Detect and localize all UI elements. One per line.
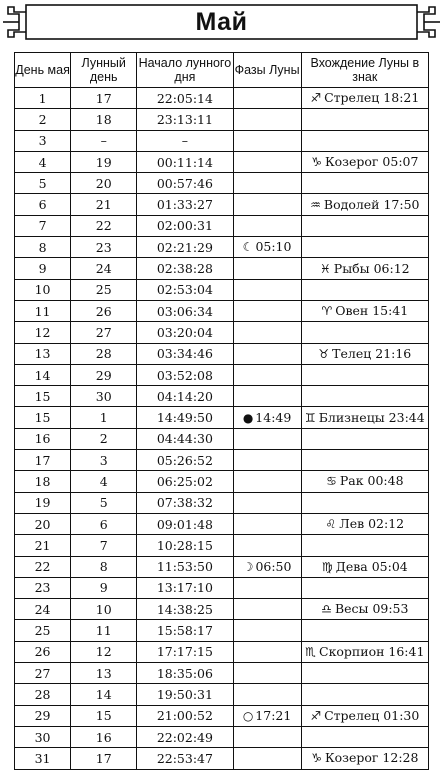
zodiac-sign-icon: ♐ — [310, 708, 322, 723]
cell-start-time: 13:17:10 — [137, 577, 233, 598]
cell-day: 26 — [15, 641, 71, 662]
sign-entry: Водолей 17:50 — [323, 196, 420, 212]
cell-day: 23 — [15, 577, 71, 598]
cell-day: 24 — [15, 599, 71, 620]
cell-lunar-day: 23 — [71, 237, 137, 258]
cell-start-time: 09:01:48 — [137, 513, 233, 534]
sign-entry: Рак 00:48 — [339, 473, 404, 489]
header-row — [15, 53, 429, 88]
cell-start-time: 10:28:15 — [137, 535, 233, 556]
cell-sign — [301, 407, 428, 428]
cell-day: 22 — [15, 556, 71, 577]
page-title: Май — [195, 8, 248, 36]
lunar-calendar-table — [14, 52, 429, 770]
cell-lunar-day: 17 — [71, 748, 137, 769]
cell-sign — [301, 215, 428, 236]
cell-sign — [301, 641, 428, 662]
cell-lunar-day: 4 — [71, 471, 137, 492]
zodiac-sign-icon: ♑ — [311, 155, 322, 170]
cell-phase — [233, 513, 301, 534]
cell-phase — [233, 535, 301, 556]
cell-sign — [301, 109, 428, 130]
cell-sign — [301, 726, 428, 747]
cell-sign — [301, 513, 428, 534]
phase-time: 14:49 — [255, 409, 292, 425]
cell-phase — [233, 109, 301, 130]
table-row — [15, 386, 429, 407]
table-row — [15, 726, 429, 747]
cell-phase — [233, 705, 301, 726]
cell-sign — [301, 663, 428, 684]
sign-entry: Весы 09:53 — [334, 601, 409, 617]
table-row — [15, 641, 429, 662]
cell-phase — [233, 556, 301, 577]
zodiac-sign-icon: ♉ — [318, 346, 330, 361]
cell-sign — [301, 194, 428, 215]
cell-lunar-day: 30 — [71, 386, 137, 407]
cell-lunar-day: 8 — [71, 556, 137, 577]
cell-lunar-day: 26 — [71, 300, 137, 321]
table-row — [15, 684, 429, 705]
table-row — [15, 599, 429, 620]
cell-start-time: 02:00:31 — [137, 215, 233, 236]
cell-lunar-day: 12 — [71, 641, 137, 662]
cell-day: 11 — [15, 300, 71, 321]
table-row — [15, 109, 429, 130]
cell-sign — [301, 237, 428, 258]
cell-start-time: 11:53:50 — [137, 556, 233, 577]
cell-sign — [301, 450, 428, 471]
zodiac-sign-icon: ♓ — [320, 261, 331, 276]
cell-lunar-day: – — [71, 130, 137, 151]
cell-sign — [301, 705, 428, 726]
table-row — [15, 364, 429, 385]
cell-phase — [233, 450, 301, 471]
cell-day: 25 — [15, 620, 71, 641]
cell-phase — [233, 620, 301, 641]
cell-lunar-day: 3 — [71, 450, 137, 471]
cell-start-time: 18:35:06 — [137, 663, 233, 684]
cell-lunar-day: 6 — [71, 513, 137, 534]
cell-phase — [233, 748, 301, 769]
cell-lunar-day: 16 — [71, 726, 137, 747]
moon-phase-icon: ☽ — [242, 559, 254, 574]
cell-day: 29 — [15, 705, 71, 726]
zodiac-sign-icon: ♎ — [321, 602, 332, 617]
cell-phase — [233, 364, 301, 385]
cell-lunar-day: 14 — [71, 684, 137, 705]
cell-day: 14 — [15, 364, 71, 385]
cell-day: 10 — [15, 279, 71, 300]
table-row — [15, 556, 429, 577]
cell-phase — [233, 258, 301, 279]
header-lunar-day: Лунный день — [71, 53, 137, 88]
cell-day: 9 — [15, 258, 71, 279]
zodiac-sign-icon: ♐ — [310, 91, 322, 106]
cell-lunar-day: 2 — [71, 428, 137, 449]
cell-phase — [233, 663, 301, 684]
cell-start-time: 14:49:50 — [137, 407, 233, 428]
cell-phase — [233, 279, 301, 300]
cell-sign — [301, 173, 428, 194]
cell-start-time: 22:02:49 — [137, 726, 233, 747]
cell-phase — [233, 641, 301, 662]
cell-sign — [301, 364, 428, 385]
cell-sign — [301, 620, 428, 641]
cell-sign — [301, 428, 428, 449]
phase-time: 17:21 — [255, 707, 292, 723]
cell-day: 30 — [15, 726, 71, 747]
header-start: Начало лунного дня — [137, 53, 233, 88]
zodiac-sign-icon: ♍ — [321, 559, 333, 574]
cell-lunar-day: 15 — [71, 705, 137, 726]
cell-day: 28 — [15, 684, 71, 705]
cell-day: 2 — [15, 109, 71, 130]
table-row — [15, 663, 429, 684]
cell-phase — [233, 130, 301, 151]
cell-day: 8 — [15, 237, 71, 258]
cell-start-time: 03:06:34 — [137, 300, 233, 321]
zodiac-sign-icon: ♊ — [304, 410, 316, 425]
cell-phase — [233, 322, 301, 343]
cell-start-time: 22:05:14 — [137, 88, 233, 109]
cell-day: 6 — [15, 194, 71, 215]
cell-sign — [301, 599, 428, 620]
cell-phase — [233, 88, 301, 109]
cell-day: 21 — [15, 535, 71, 556]
header-day: День мая — [15, 53, 71, 88]
table-row — [15, 513, 429, 534]
cell-sign — [301, 322, 428, 343]
table-row — [15, 705, 429, 726]
cell-phase — [233, 343, 301, 364]
cell-phase — [233, 471, 301, 492]
cell-start-time: 02:21:29 — [137, 237, 233, 258]
cell-sign — [301, 556, 428, 577]
zodiac-sign-icon: ♑ — [311, 751, 322, 766]
sign-entry: Козерог 05:07 — [324, 154, 419, 170]
cell-phase — [233, 194, 301, 215]
table-body — [15, 88, 429, 770]
table-row — [15, 215, 429, 236]
sign-entry: Близнецы 23:44 — [318, 409, 425, 425]
cell-lunar-day: 9 — [71, 577, 137, 598]
zodiac-sign-icon: ♒ — [310, 197, 321, 212]
cell-start-time: 04:14:20 — [137, 386, 233, 407]
cell-phase — [233, 215, 301, 236]
cell-lunar-day: 21 — [71, 194, 137, 215]
cell-start-time: 02:53:04 — [137, 279, 233, 300]
cell-start-time: 06:25:02 — [137, 471, 233, 492]
zodiac-sign-icon: ♏ — [305, 644, 316, 659]
header-phase: Фазы Луны — [233, 53, 301, 88]
table-row — [15, 620, 429, 641]
table-row — [15, 748, 429, 769]
cell-sign — [301, 386, 428, 407]
cell-lunar-day: 13 — [71, 663, 137, 684]
cell-start-time: 00:57:46 — [137, 173, 233, 194]
cell-day: 1 — [15, 88, 71, 109]
cell-day: 7 — [15, 215, 71, 236]
cell-day: 15 — [15, 407, 71, 428]
cell-start-time: 15:58:17 — [137, 620, 233, 641]
cell-lunar-day: 20 — [71, 173, 137, 194]
cell-sign — [301, 258, 428, 279]
sign-entry: Козерог 12:28 — [324, 750, 419, 766]
sign-entry: Рыбы 06:12 — [333, 260, 410, 276]
table-row — [15, 471, 429, 492]
title-frame — [0, 0, 443, 44]
cell-start-time: 03:34:46 — [137, 343, 233, 364]
cell-day: 31 — [15, 748, 71, 769]
table-row — [15, 173, 429, 194]
cell-phase — [233, 237, 301, 258]
cell-day: 3 — [15, 130, 71, 151]
cell-start-time: 01:33:27 — [137, 194, 233, 215]
table-row — [15, 258, 429, 279]
table-row — [15, 194, 429, 215]
cell-lunar-day: 7 — [71, 535, 137, 556]
cell-sign — [301, 343, 428, 364]
cell-phase — [233, 173, 301, 194]
cell-phase — [233, 492, 301, 513]
table-row — [15, 492, 429, 513]
cell-sign — [301, 151, 428, 172]
cell-day: 13 — [15, 343, 71, 364]
sign-entry: Стрелец 01:30 — [324, 707, 420, 723]
sign-entry: Овен 15:41 — [335, 303, 409, 319]
cell-start-time: 14:38:25 — [137, 599, 233, 620]
cell-lunar-day: 19 — [71, 151, 137, 172]
cell-start-time: 03:52:08 — [137, 364, 233, 385]
cell-day: 20 — [15, 513, 71, 534]
cell-phase — [233, 428, 301, 449]
cell-day: 18 — [15, 471, 71, 492]
cell-day: 15 — [15, 386, 71, 407]
cell-day: 4 — [15, 151, 71, 172]
table-row — [15, 88, 429, 109]
cell-lunar-day: 1 — [71, 407, 137, 428]
cell-lunar-day: 11 — [71, 620, 137, 641]
cell-lunar-day: 22 — [71, 215, 137, 236]
cell-start-time: 03:20:04 — [137, 322, 233, 343]
cell-sign — [301, 471, 428, 492]
cell-start-time: 07:38:32 — [137, 492, 233, 513]
cell-start-time: 04:44:30 — [137, 428, 233, 449]
moon-phase-icon: ☾ — [242, 240, 254, 255]
table-row — [15, 130, 429, 151]
cell-lunar-day: 10 — [71, 599, 137, 620]
cell-sign — [301, 577, 428, 598]
cell-sign — [301, 300, 428, 321]
table-row — [15, 577, 429, 598]
table-row — [15, 237, 429, 258]
cell-phase — [233, 300, 301, 321]
cell-lunar-day: 29 — [71, 364, 137, 385]
cell-start-time: 23:13:11 — [137, 109, 233, 130]
table-row — [15, 300, 429, 321]
table-row — [15, 279, 429, 300]
sign-entry: Телец 21:16 — [332, 345, 412, 361]
cell-start-time: 21:00:52 — [137, 705, 233, 726]
cell-lunar-day: 5 — [71, 492, 137, 513]
header-sign: Вхождение Луны в знак — [301, 53, 428, 88]
cell-sign — [301, 748, 428, 769]
cell-sign — [301, 130, 428, 151]
sign-entry: Дева 05:04 — [335, 558, 408, 574]
cell-lunar-day: 25 — [71, 279, 137, 300]
cell-phase — [233, 151, 301, 172]
cell-start-time: 19:50:31 — [137, 684, 233, 705]
table-row — [15, 428, 429, 449]
table-row — [15, 343, 429, 364]
cell-sign — [301, 535, 428, 556]
table-row — [15, 450, 429, 471]
phase-time: 05:10 — [255, 239, 292, 255]
table-row — [15, 407, 429, 428]
cell-phase — [233, 386, 301, 407]
sign-entry: Лев 02:12 — [339, 516, 405, 532]
phase-time: 06:50 — [255, 558, 292, 574]
cell-start-time: – — [137, 130, 233, 151]
sign-entry: Скорпион 16:41 — [319, 643, 425, 659]
cell-start-time: 17:17:15 — [137, 641, 233, 662]
cell-lunar-day: 18 — [71, 109, 137, 130]
moon-phase-icon: ● — [242, 410, 254, 425]
cell-day: 16 — [15, 428, 71, 449]
cell-lunar-day: 27 — [71, 322, 137, 343]
cell-day: 12 — [15, 322, 71, 343]
cell-sign — [301, 88, 428, 109]
cell-sign — [301, 279, 428, 300]
zodiac-sign-icon: ♋ — [326, 474, 337, 489]
cell-lunar-day: 17 — [71, 88, 137, 109]
cell-day: 5 — [15, 173, 71, 194]
cell-start-time: 22:53:47 — [137, 748, 233, 769]
zodiac-sign-icon: ♈ — [321, 304, 333, 319]
cell-phase — [233, 684, 301, 705]
cell-phase — [233, 577, 301, 598]
cell-phase — [233, 726, 301, 747]
table-row — [15, 535, 429, 556]
cell-sign — [301, 492, 428, 513]
cell-day: 19 — [15, 492, 71, 513]
moon-phase-icon: ○ — [242, 708, 254, 723]
cell-day: 17 — [15, 450, 71, 471]
sign-entry: Стрелец 18:21 — [324, 90, 420, 106]
cell-day: 27 — [15, 663, 71, 684]
table-row — [15, 151, 429, 172]
cell-phase — [233, 599, 301, 620]
cell-start-time: 05:26:52 — [137, 450, 233, 471]
zodiac-sign-icon: ♌ — [325, 517, 337, 532]
table-row — [15, 322, 429, 343]
cell-start-time: 02:38:28 — [137, 258, 233, 279]
cell-lunar-day: 28 — [71, 343, 137, 364]
cell-sign — [301, 684, 428, 705]
cell-start-time: 00:11:14 — [137, 151, 233, 172]
cell-phase — [233, 407, 301, 428]
cell-lunar-day: 24 — [71, 258, 137, 279]
